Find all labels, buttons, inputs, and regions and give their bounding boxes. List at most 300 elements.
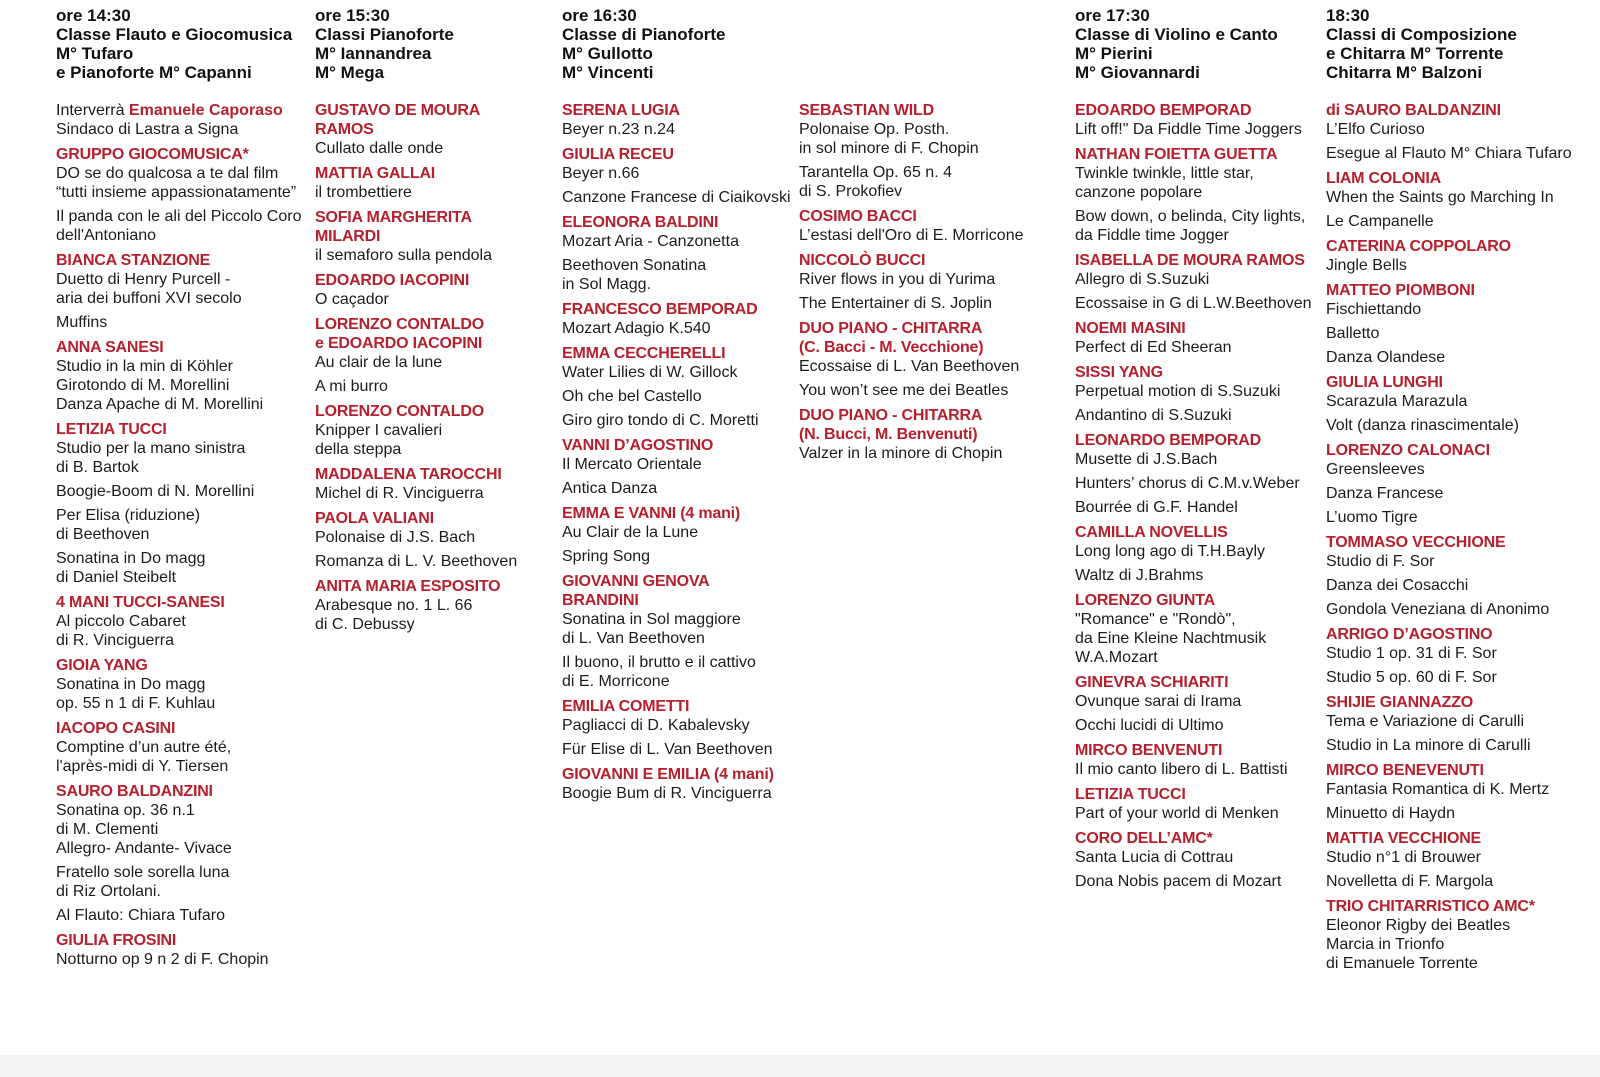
piece-line: Perfect di Ed Sheeran: [1075, 339, 1232, 356]
piece-line: Beyer n.23 n.24: [562, 121, 675, 138]
performer-name: [1075, 431, 1320, 450]
column-header: [1075, 6, 1320, 82]
piece-line: A mi burro: [315, 378, 388, 395]
performer-name-line: GINEVRA SCHIARITI: [1075, 674, 1229, 691]
piece-line: Comptine d’un autre été,: [56, 739, 232, 756]
performer-name-line: LORENZO CONTALDO: [315, 403, 484, 420]
performer-name: [315, 465, 555, 484]
performer-entry: [1326, 101, 1591, 163]
performer-entry: [1075, 319, 1320, 357]
performer-name: [799, 406, 1064, 444]
piece-line: Valzer in la minore di Chopin: [799, 445, 1003, 462]
performer-name: [1075, 523, 1320, 542]
piece-title: [1075, 542, 1320, 561]
performer-name: [315, 164, 555, 183]
piece-title: [1075, 566, 1320, 585]
piece-title: [315, 552, 555, 571]
session-title-line: M° Vincenti: [562, 63, 654, 82]
performer-name: [315, 101, 555, 139]
session-title-line: Classe Flauto e Giocomusica: [56, 25, 293, 44]
piece-title: [1326, 848, 1591, 867]
performer-name: [1326, 281, 1591, 300]
piece-line: op. 55 n 1 di F. Kuhlau: [56, 695, 216, 712]
performer-entry: [56, 145, 306, 245]
performer-name: [1326, 625, 1591, 644]
piece-title: [1075, 498, 1320, 517]
piece-line: Il Mercato Orientale: [562, 456, 702, 473]
piece-line: Cullato dalle onde: [315, 140, 444, 157]
performer-entry: [1326, 237, 1591, 275]
performer-name-line: ELEONORA BALDINI: [562, 214, 719, 231]
bottom-band: [0, 1055, 1600, 1077]
performer-name-line: IACOPO CASINI: [56, 720, 176, 737]
piece-title: [799, 381, 1064, 400]
piece-line: da Fiddle time Jogger: [1075, 227, 1229, 244]
performer-name-line: (C. Bacci - M. Vecchione): [799, 339, 984, 356]
piece-line: Mozart Aria - Canzonetta: [562, 233, 739, 250]
session-title-line: M° Iannandrea: [315, 44, 432, 63]
piece-line: dell'Antoniano: [56, 227, 157, 244]
piece-line: in sol minore di F. Chopin: [799, 140, 979, 157]
piece-title: [1075, 692, 1320, 711]
piece-line: Water Lilies di W. Gillock: [562, 364, 738, 381]
piece-title: [799, 294, 1064, 313]
performer-entry: [1326, 761, 1591, 823]
performer-name: [1326, 373, 1591, 392]
performer-name: [1326, 897, 1591, 916]
piece-line: Pagliacci di D. Kabalevsky: [562, 717, 750, 734]
performer-name-line: GIOVANNI E EMILIA (4 mani): [562, 766, 774, 783]
piece-title: [315, 183, 555, 202]
piece-line: Michel di R. Vinciguerra: [315, 485, 484, 502]
piece-line: Balletto: [1326, 325, 1380, 342]
performer-entry: [1075, 145, 1320, 245]
performer-name-line: CORO DELL’AMC*: [1075, 830, 1213, 847]
performer-name: [1326, 101, 1591, 120]
performer-name-line: BRANDINI: [562, 592, 639, 609]
column-header: [562, 6, 792, 82]
piece-line: di S. Prokofiev: [799, 183, 903, 200]
performer-entry: [1326, 169, 1591, 231]
performer-name: [562, 300, 792, 319]
piece-line: River flows in you di Yurima: [799, 271, 996, 288]
session-title-line: Classe di Violino e Canto: [1075, 25, 1278, 44]
piece-line: Long long ago di T.H.Bayly: [1075, 543, 1266, 560]
piece-title: [315, 377, 555, 396]
performer-name-line: SOFIA MARGHERITA: [315, 209, 472, 226]
piece-line: Sonatina in Do magg: [56, 676, 206, 693]
performer-entry: [562, 145, 792, 207]
piece-line: Sonatina in Sol maggiore: [562, 611, 741, 628]
piece-line: Giro giro tondo di C. Moretti: [562, 412, 759, 429]
performer-name: [1075, 785, 1320, 804]
piece-line: Romanza di L. V. Beethoven: [315, 553, 518, 570]
session-title-line: M° Gullotto: [562, 44, 653, 63]
piece-line: di Riz Ortolani.: [56, 883, 161, 900]
performer-entry: [1075, 101, 1320, 139]
performer-name: [1075, 319, 1320, 338]
performer-name: [56, 251, 306, 270]
performer-entry: [562, 213, 792, 294]
piece-title: [1075, 120, 1320, 139]
piece-line: il semaforo sulla pendola: [315, 247, 492, 264]
performer-name-line: TRIO CHITARRISTICO AMC*: [1326, 898, 1535, 915]
performer-entry: [1326, 693, 1591, 755]
piece-title: [315, 353, 555, 372]
piece-title: [56, 164, 306, 202]
piece-title: [1326, 484, 1591, 503]
performer-name: [799, 101, 1064, 120]
piece-line: Bourrée di G.F. Handel: [1075, 499, 1238, 516]
piece-title: [56, 738, 306, 776]
piece-line: Danza Olandese: [1326, 349, 1446, 366]
piece-title: [562, 319, 792, 338]
intro-prefix: Interverrà: [56, 102, 129, 119]
performer-name-line: MILARDI: [315, 228, 381, 245]
piece-line: della steppa: [315, 441, 402, 458]
piece-title: [1075, 804, 1320, 823]
performer-name: [1326, 441, 1591, 460]
performer-name: [315, 509, 555, 528]
piece-title: [315, 484, 555, 503]
performer-entry: [56, 251, 306, 332]
piece-line: di Emanuele Torrente: [1326, 955, 1478, 972]
piece-line: Oh che bel Castello: [562, 388, 702, 405]
piece-line: Jingle Bells: [1326, 257, 1407, 274]
piece-line: di Beethoven: [56, 526, 150, 543]
piece-line: Per Elisa (riduzione): [56, 507, 201, 524]
piece-line: You won’t see me dei Beatles: [799, 382, 1009, 399]
performer-name-line: GIOVANNI GENOVA: [562, 573, 710, 590]
performer-name-line: CATERINA COPPOLARO: [1326, 238, 1511, 255]
piece-title: [562, 610, 792, 648]
performer-name: [1326, 533, 1591, 552]
piece-line: di C. Debussy: [315, 616, 415, 633]
piece-line: di Daniel Steibelt: [56, 569, 177, 586]
piece-title: [562, 653, 792, 691]
piece-title: [1326, 460, 1591, 479]
session-title-line: M° Mega: [315, 63, 385, 82]
piece-line: aria dei buffoni XVI secolo: [56, 290, 242, 307]
performer-entry: [562, 300, 792, 338]
performer-entry: [56, 656, 306, 713]
performer-entry: [56, 420, 306, 587]
header-spacer: [799, 6, 1064, 101]
piece-line: Andantino di S.Suzuki: [1075, 407, 1232, 424]
piece-line: Ecossaise di L. Van Beethoven: [799, 358, 1020, 375]
piece-line: Studio in la min di Köhler: [56, 358, 233, 375]
piece-title: [562, 455, 792, 474]
performer-name: [1075, 101, 1320, 120]
performer-name: [315, 577, 555, 596]
piece-line: O caçador: [315, 291, 389, 308]
piece-line: Boogie-Boom di N. Morellini: [56, 483, 255, 500]
performer-entry: [315, 315, 555, 396]
piece-line: Al piccolo Cabaret: [56, 613, 186, 630]
piece-title: [1326, 916, 1591, 973]
piece-line: Le Campanelle: [1326, 213, 1434, 230]
piece-title: [1326, 780, 1591, 799]
piece-line: l'après-midi di Y. Tiersen: [56, 758, 229, 775]
column-header: [1326, 6, 1591, 82]
piece-title: [1326, 552, 1591, 571]
piece-line: The Entertainer di S. Joplin: [799, 295, 992, 312]
performer-entry: [1075, 673, 1320, 735]
performer-entry: [799, 319, 1064, 400]
piece-title: [1075, 610, 1320, 667]
program-column-1530: [315, 6, 555, 640]
piece-line: Polonaise di J.S. Bach: [315, 529, 476, 546]
performer-name-line: ARRIGO D’AGOSTINO: [1326, 626, 1493, 643]
performer-name-line: CAMILLA NOVELLIS: [1075, 524, 1228, 541]
performer-name-line: ANITA MARIA ESPOSITO: [315, 578, 501, 595]
performer-name-line: EDOARDO IACOPINI: [315, 272, 470, 289]
piece-line: Fischiettando: [1326, 301, 1422, 318]
performer-name: [56, 593, 306, 612]
piece-line: di L. Van Beethoven: [562, 630, 705, 647]
piece-line: Occhi lucidi di Ultimo: [1075, 717, 1224, 734]
piece-title: [562, 547, 792, 566]
piece-line: Boogie Bum di R. Vinciguerra: [562, 785, 772, 802]
performer-name-line: SISSI YANG: [1075, 364, 1163, 381]
session-title-line: Classi di Composizione: [1326, 25, 1517, 44]
piece-line: Bow down, o belinda, City lights,: [1075, 208, 1306, 225]
piece-title: [562, 387, 792, 406]
performer-name-line: EMILIA COMETTI: [562, 698, 690, 715]
piece-line: di E. Morricone: [562, 673, 670, 690]
piece-title: [315, 246, 555, 265]
piece-line: Al Flauto: Chiara Tufaro: [56, 907, 225, 924]
performer-entry: [562, 101, 792, 139]
piece-line: Perpetual motion di S.Suzuki: [1075, 383, 1281, 400]
performer-name: [1075, 145, 1320, 164]
performer-name-line: MATTIA VECCHIONE: [1326, 830, 1482, 847]
performer-name: [56, 420, 306, 439]
piece-title: [562, 784, 792, 803]
performer-name: [562, 145, 792, 164]
session-title-line: Classe di Pianoforte: [562, 25, 726, 44]
piece-title: [799, 444, 1064, 463]
piece-title: [56, 863, 306, 901]
piece-line: Il mio canto libero di L. Battisti: [1075, 761, 1288, 778]
performer-name-line: BIANCA STANZIONE: [56, 252, 211, 269]
piece-title: [1326, 300, 1591, 319]
piece-line: Fantasia Romantica di K. Mertz: [1326, 781, 1550, 798]
piece-line: Danza Apache di M. Morellini: [56, 396, 264, 413]
piece-title: [56, 549, 306, 587]
performer-name-line: GIULIA RECEU: [562, 146, 674, 163]
performer-name-line: GUSTAVO DE MOURA: [315, 102, 481, 119]
performer-name: [562, 344, 792, 363]
performer-name: [562, 101, 792, 120]
performer-entry: [56, 593, 306, 650]
performer-name-line: e EDOARDO IACOPINI: [315, 335, 483, 352]
piece-line: Studio 5 op. 60 di F. Sor: [1326, 669, 1497, 686]
performer-name: [1075, 673, 1320, 692]
performer-name: [56, 931, 306, 950]
piece-title: [799, 357, 1064, 376]
piece-title: [1326, 668, 1591, 687]
piece-line: Antica Danza: [562, 480, 658, 497]
piece-title: [1326, 212, 1591, 231]
performer-name: [1326, 169, 1591, 188]
performer-name: [562, 213, 792, 232]
piece-title: [56, 950, 306, 969]
piece-line: Beyer n.66: [562, 165, 640, 182]
performer-entry: [315, 208, 555, 265]
performer-name: [1326, 829, 1591, 848]
performer-name-line: LORENZO GIUNTA: [1075, 592, 1216, 609]
performer-name: [1326, 237, 1591, 256]
intro-line: [56, 101, 306, 120]
piece-line: da Eine Kleine Nachtmusik: [1075, 630, 1267, 647]
performer-entry: [562, 436, 792, 498]
piece-title: [56, 270, 306, 308]
performer-entry: [1075, 829, 1320, 891]
piece-title: [56, 357, 306, 414]
performer-entry: [1326, 829, 1591, 891]
performer-entry: [315, 509, 555, 571]
performer-name: [1075, 251, 1320, 270]
session-time: ore 17:30: [1075, 6, 1150, 25]
piece-line: Knipper I cavalieri: [315, 422, 443, 439]
piece-line: Danza Francese: [1326, 485, 1444, 502]
performer-entry: [315, 164, 555, 202]
performer-entry: [1326, 533, 1591, 619]
performer-entry: [1326, 897, 1591, 973]
piece-line: Novelletta di F. Margola: [1326, 873, 1494, 890]
performer-name: [1075, 591, 1320, 610]
performer-name-line: LETIZIA TUCCI: [56, 421, 167, 438]
performer-name-line: di SAURO BALDANZINI: [1326, 102, 1501, 119]
piece-line: "Romance" e "Rondò",: [1075, 611, 1236, 628]
performer-name-line: GIOIA YANG: [56, 657, 148, 674]
performer-name: [315, 208, 555, 246]
piece-line: Santa Lucia di Cottrau: [1075, 849, 1234, 866]
piece-title: [1075, 406, 1320, 425]
session-time: ore 14:30: [56, 6, 131, 25]
session-title-line: e Pianoforte M° Capanni: [56, 63, 252, 82]
piece-title: [562, 479, 792, 498]
performer-name-line: COSIMO BACCI: [799, 208, 917, 225]
piece-line: Duetto di Henry Purcell -: [56, 271, 231, 288]
piece-title: [1075, 716, 1320, 735]
performer-name-line: EMMA E VANNI (4 mani): [562, 505, 741, 522]
performer-name: [315, 271, 555, 290]
performer-name-line: DUO PIANO - CHITARRA: [799, 320, 983, 337]
performer-entry: [315, 402, 555, 459]
performer-name-line: SEBASTIAN WILD: [799, 102, 934, 119]
piece-line: il trombettiere: [315, 184, 412, 201]
piece-title: [562, 188, 792, 207]
performer-name-line: (N. Bucci, M. Benvenuti): [799, 426, 978, 443]
piece-line: di B. Bartok: [56, 459, 139, 476]
piece-line: Marcia in Trionfo: [1326, 936, 1445, 953]
performer-entry: [56, 338, 306, 414]
intro-note: [56, 101, 306, 139]
performer-name-line: MADDALENA TAROCCHI: [315, 466, 502, 483]
piece-line: DO se do qualcosa a te dal film: [56, 165, 279, 182]
performer-entry: [799, 406, 1064, 463]
performer-name-line: GIULIA LUNGHI: [1326, 374, 1443, 391]
performer-name: [1075, 741, 1320, 760]
piece-title: [1326, 644, 1591, 663]
piece-title: [562, 363, 792, 382]
session-title-line: M° Pierini: [1075, 44, 1153, 63]
piece-title: [1075, 474, 1320, 493]
piece-title: [562, 716, 792, 735]
piece-line: L’estasi dell'Oro di E. Morricone: [799, 227, 1024, 244]
performer-entry: [562, 765, 792, 803]
piece-title: [1075, 848, 1320, 867]
performer-entry: [1075, 591, 1320, 667]
session-time: ore 15:30: [315, 6, 390, 25]
piece-title: [56, 207, 306, 245]
piece-title: [799, 120, 1064, 158]
performer-entry: [1326, 441, 1591, 527]
performer-name: [1075, 363, 1320, 382]
piece-title: [315, 139, 555, 158]
piece-title: [1326, 188, 1591, 207]
piece-line: Fratello sole sorella luna: [56, 864, 230, 881]
piece-line: Danza dei Cosacchi: [1326, 577, 1469, 594]
piece-title: [562, 256, 792, 294]
piece-title: [1326, 120, 1591, 139]
session-title-line: M° Giovannardi: [1075, 63, 1200, 82]
piece-title: [562, 164, 792, 183]
piece-line: Muffins: [56, 314, 108, 331]
performer-entry: [315, 271, 555, 309]
performer-entry: [56, 931, 306, 969]
piece-line: Sonatina op. 36 n.1: [56, 802, 195, 819]
piece-title: [1326, 324, 1591, 343]
piece-title: [56, 439, 306, 477]
performer-name-line: MIRCO BENEVENUTI: [1326, 762, 1484, 779]
piece-title: [1075, 294, 1320, 313]
performer-name-line: RAMOS: [315, 121, 374, 138]
performer-name-line: LEONARDO BEMPORAD: [1075, 432, 1261, 449]
performer-name: [562, 697, 792, 716]
performer-entry: [1075, 741, 1320, 779]
performer-entry: [1075, 785, 1320, 823]
performer-name: [562, 765, 792, 784]
piece-title: [799, 270, 1064, 289]
piece-line: Waltz di J.Brahms: [1075, 567, 1204, 584]
piece-line: Studio per la mano sinistra: [56, 440, 246, 457]
piece-line: Arabesque no. 1 L. 66: [315, 597, 473, 614]
piece-line: canzone popolare: [1075, 184, 1203, 201]
performer-name: [56, 338, 306, 357]
performer-name-line: NATHAN FOIETTA GUETTA: [1075, 146, 1278, 163]
performer-entry: [799, 101, 1064, 201]
session-title-line: M° Tufaro: [56, 44, 134, 63]
performer-name: [56, 782, 306, 801]
performer-entry: [1075, 251, 1320, 313]
performer-name-line: LORENZO CONTALDO: [315, 316, 484, 333]
piece-line: Sonatina in Do magg: [56, 550, 206, 567]
performer-name-line: VANNI D’AGOSTINO: [562, 437, 714, 454]
performer-entry: [562, 504, 792, 566]
performer-entry: [799, 251, 1064, 313]
piece-line: Musette di J.S.Bach: [1075, 451, 1218, 468]
performer-name-line: FRANCESCO BEMPORAD: [562, 301, 758, 318]
performer-entry: [1326, 373, 1591, 435]
piece-line: di R. Vinciguerra: [56, 632, 174, 649]
piece-title: [1326, 600, 1591, 619]
piece-line: Scarazula Marazula: [1326, 393, 1468, 410]
intro-role: Sindaco di Lastra a Signa: [56, 121, 239, 138]
piece-line: Girotondo di M. Morellini: [56, 377, 230, 394]
